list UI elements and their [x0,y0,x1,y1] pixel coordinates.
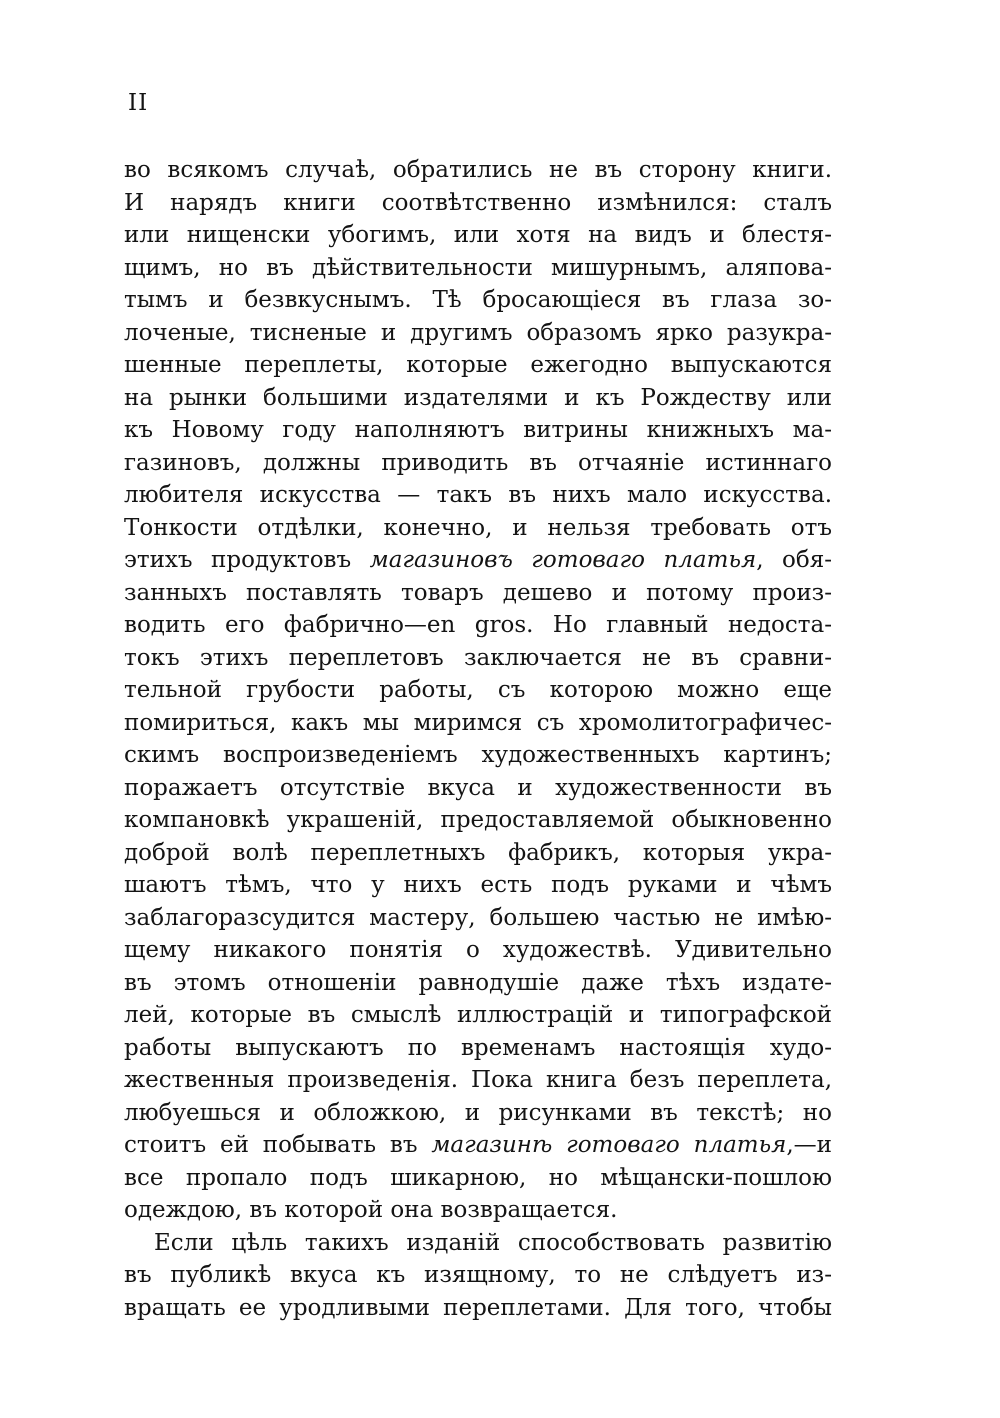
italic-phrase: магазинѣ готоваго платья [431,1132,787,1158]
paragraph-2 [124,1227,832,1325]
text-line: занныхъ поставлять товаръ дешево и потому произ- [124,579,832,606]
text-run: стоитъ ей побывать въ [124,1132,432,1158]
text-line: компановкѣ украшеній, предоставляемой обыкновенно [124,807,832,833]
page-number: II [128,90,149,116]
text-line: тельной грубости работы, съ которою можно еще [124,677,832,703]
text-line: лоченые, тисненые и другимъ образомъ ярко разукра- [124,319,832,346]
text-line [124,1129,832,1162]
text-line: въ публикѣ вкуса къ изящному, то не слѣдуетъ из- [124,1262,832,1288]
text-run: этихъ продуктовъ [124,547,370,573]
text-line: любителя искусства — такъ въ нихъ мало искусства. [124,482,832,508]
text-line: заблагоразсудится мастеру, большею частью не имѣю- [124,904,832,931]
text-line: любуешься и обложкою, и рисунками въ текстѣ; но [124,1099,832,1126]
text-line: или нищенски убогимъ, или хотя на видъ и блестя- [124,222,832,248]
text-line: одеждою, въ которой она возвращается. [124,1197,618,1223]
text-line: на рынки большими издателями и къ Рождеству или [124,384,832,411]
text-line: Если цѣль такихъ изданій способствовать развитію [154,1229,832,1256]
text-line: помириться, какъ мы миримся съ хромолитографичес- [124,709,832,736]
text-line: вращать ее уродливыми переплетами. Для того, чтобы [124,1294,832,1321]
text-line: въ этомъ отношеніи равнодушіе даже тѣхъ издате- [124,969,832,996]
text-line: шенные переплеты, которые ежегодно выпускаются [124,352,832,378]
text-line: тымъ и безвкуснымъ. Тѣ бросающіеся въ глаза зо- [124,287,832,313]
text-line: лей, которые въ смыслѣ иллюстрацій и типографской [124,1002,832,1028]
text-run: ,—и [786,1132,832,1158]
text-line: поражаетъ отсутствіе вкуса и художественности въ [124,774,832,801]
text-line: щему никакого понятія о художествѣ. Удивительно [124,937,832,963]
paragraph-1 [124,154,832,1227]
text-line: работы выпускаютъ по временамъ настоящія худо- [124,1034,832,1061]
text-line: Тонкости отдѣлки, конечно, и нельзя требовать отъ [124,514,832,541]
text-line: во всякомъ случаѣ, обратились не въ сторону книги. [124,157,832,183]
text-line: доброй волѣ переплетныхъ фабрикъ, которыя укра- [124,839,832,866]
text-line: газиновъ, должны приводить въ отчаяніе истиннаго [124,449,832,476]
body-text [124,154,832,1324]
italic-phrase: магазиновъ готоваго платья [369,547,757,573]
text-line: къ Новому году наполняютъ витрины книжныхъ ма- [124,417,832,443]
text-line: все пропало подъ шикарною, но мѣщански-пошлою [124,1164,832,1191]
text-run: , обя- [756,547,832,573]
text-line: И нарядъ книги соотвѣтственно измѣнился: сталъ [124,189,832,216]
text-line: шаютъ тѣмъ, что у нихъ есть подъ руками и чѣмъ [124,872,832,898]
text-line: жественныя произведенія. Пока книга безъ переплета, [124,1067,832,1093]
text-line: водить его фабрично—en gros. Но главный недоста- [124,612,832,638]
text-line: щимъ, но въ дѣйствительности мишурнымъ, аляпова- [124,254,832,281]
text-line: токъ этихъ переплетовъ заключается не въ сравни- [124,644,832,671]
text-line [124,544,832,577]
text-line: скимъ воспроизведеніемъ художественныхъ картинъ; [124,742,832,768]
